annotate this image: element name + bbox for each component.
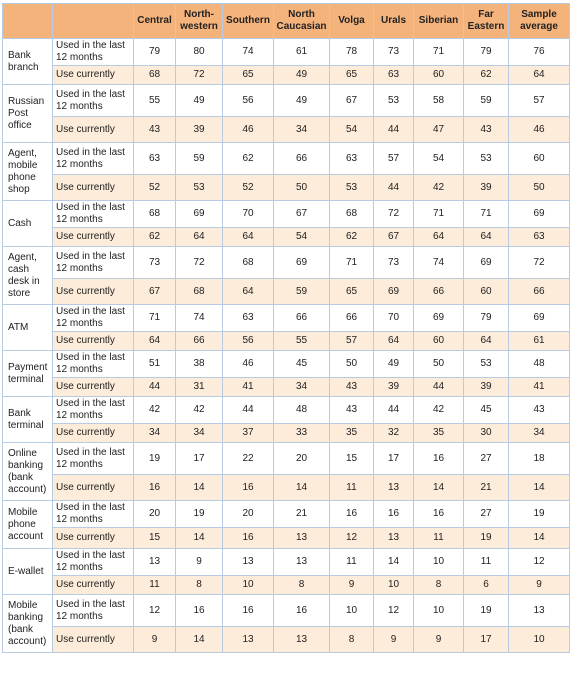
value-cell: 20: [274, 443, 330, 475]
value-cell: 72: [509, 247, 570, 279]
value-cell: 74: [176, 305, 223, 332]
table-row: [3, 595, 570, 627]
table-row: [3, 175, 570, 201]
value-cell: 69: [464, 247, 509, 279]
table-row: [3, 351, 570, 378]
category-label: Cash: [3, 201, 53, 247]
value-cell: 57: [330, 332, 374, 351]
value-cell: 62: [134, 228, 176, 247]
value-cell: 19: [176, 501, 223, 528]
value-cell: 68: [134, 66, 176, 85]
value-cell: 16: [223, 528, 274, 549]
value-cell: 39: [176, 117, 223, 143]
value-cell: 49: [176, 85, 223, 117]
usage-type-last12: Used in the last 12 months: [53, 201, 134, 228]
table-row: [3, 39, 570, 66]
usage-table: [2, 3, 570, 653]
value-cell: 13: [274, 627, 330, 653]
value-cell: 62: [223, 143, 274, 175]
value-cell: 9: [509, 576, 570, 595]
usage-type-current: Use currently: [53, 627, 134, 653]
table-row: [3, 201, 570, 228]
value-cell: 32: [374, 424, 414, 443]
header-sample-average: Sample average: [509, 4, 570, 39]
value-cell: 13: [274, 549, 330, 576]
value-cell: 50: [509, 175, 570, 201]
value-cell: 55: [274, 332, 330, 351]
value-cell: 57: [509, 85, 570, 117]
value-cell: 67: [330, 85, 374, 117]
usage-type-last12: Used in the last 12 months: [53, 549, 134, 576]
value-cell: 56: [223, 332, 274, 351]
usage-type-current: Use currently: [53, 475, 134, 501]
value-cell: 67: [134, 279, 176, 305]
value-cell: 10: [223, 576, 274, 595]
table-row: [3, 576, 570, 595]
value-cell: 30: [464, 424, 509, 443]
value-cell: 17: [464, 627, 509, 653]
value-cell: 43: [509, 397, 570, 424]
value-cell: 42: [414, 175, 464, 201]
value-cell: 63: [134, 143, 176, 175]
value-cell: 53: [374, 85, 414, 117]
table-row: [3, 143, 570, 175]
value-cell: 68: [134, 201, 176, 228]
value-cell: 44: [223, 397, 274, 424]
value-cell: 9: [414, 627, 464, 653]
usage-type-last12: Used in the last 12 months: [53, 501, 134, 528]
value-cell: 13: [374, 528, 414, 549]
value-cell: 64: [464, 332, 509, 351]
usage-type-current: Use currently: [53, 576, 134, 595]
value-cell: 10: [509, 627, 570, 653]
value-cell: 16: [330, 501, 374, 528]
value-cell: 13: [374, 475, 414, 501]
value-cell: 42: [176, 397, 223, 424]
category-label: Online banking (bank account): [3, 443, 53, 501]
value-cell: 20: [223, 501, 274, 528]
value-cell: 63: [223, 305, 274, 332]
value-cell: 66: [274, 305, 330, 332]
usage-type-current: Use currently: [53, 528, 134, 549]
category-label: Mobile phone account: [3, 501, 53, 549]
usage-type-last12: Used in the last 12 months: [53, 39, 134, 66]
header-central: Central: [134, 4, 176, 39]
value-cell: 6: [464, 576, 509, 595]
value-cell: 66: [414, 279, 464, 305]
value-cell: 46: [223, 117, 274, 143]
value-cell: 71: [134, 305, 176, 332]
value-cell: 44: [374, 117, 414, 143]
category-label: Mobile banking (bank account): [3, 595, 53, 653]
usage-type-last12: Used in the last 12 months: [53, 397, 134, 424]
value-cell: 34: [274, 117, 330, 143]
table-row: [3, 378, 570, 397]
value-cell: 60: [509, 143, 570, 175]
value-cell: 61: [509, 332, 570, 351]
value-cell: 34: [134, 424, 176, 443]
table-row: [3, 279, 570, 305]
value-cell: 69: [374, 279, 414, 305]
category-label: Bank branch: [3, 39, 53, 85]
value-cell: 31: [176, 378, 223, 397]
value-cell: 44: [134, 378, 176, 397]
value-cell: 56: [223, 85, 274, 117]
value-cell: 68: [223, 247, 274, 279]
value-cell: 42: [134, 397, 176, 424]
value-cell: 45: [274, 351, 330, 378]
category-label: Payment terminal: [3, 351, 53, 397]
value-cell: 8: [414, 576, 464, 595]
value-cell: 43: [134, 117, 176, 143]
value-cell: 15: [134, 528, 176, 549]
value-cell: 33: [274, 424, 330, 443]
value-cell: 19: [464, 595, 509, 627]
value-cell: 9: [374, 627, 414, 653]
value-cell: 11: [330, 549, 374, 576]
value-cell: 12: [134, 595, 176, 627]
table-row: [3, 117, 570, 143]
value-cell: 13: [223, 627, 274, 653]
value-cell: 34: [509, 424, 570, 443]
value-cell: 48: [509, 351, 570, 378]
value-cell: 16: [134, 475, 176, 501]
value-cell: 41: [223, 378, 274, 397]
value-cell: 38: [176, 351, 223, 378]
usage-type-current: Use currently: [53, 66, 134, 85]
value-cell: 64: [223, 279, 274, 305]
value-cell: 13: [509, 595, 570, 627]
value-cell: 14: [176, 475, 223, 501]
value-cell: 72: [176, 66, 223, 85]
value-cell: 14: [414, 475, 464, 501]
value-cell: 54: [274, 228, 330, 247]
value-cell: 64: [374, 332, 414, 351]
usage-type-last12: Used in the last 12 months: [53, 85, 134, 117]
value-cell: 80: [176, 39, 223, 66]
value-cell: 63: [330, 143, 374, 175]
value-cell: 68: [330, 201, 374, 228]
value-cell: 62: [330, 228, 374, 247]
value-cell: 19: [509, 501, 570, 528]
value-cell: 60: [414, 66, 464, 85]
value-cell: 42: [414, 397, 464, 424]
value-cell: 68: [176, 279, 223, 305]
header-north-caucasian: North Caucasian: [274, 4, 330, 39]
value-cell: 71: [464, 201, 509, 228]
value-cell: 59: [274, 279, 330, 305]
value-cell: 55: [134, 85, 176, 117]
value-cell: 64: [464, 228, 509, 247]
category-label: ATM: [3, 305, 53, 351]
value-cell: 53: [330, 175, 374, 201]
value-cell: 70: [374, 305, 414, 332]
value-cell: 64: [509, 66, 570, 85]
value-cell: 49: [274, 85, 330, 117]
category-label: Agent, mobile phone shop: [3, 143, 53, 201]
usage-type-current: Use currently: [53, 228, 134, 247]
value-cell: 8: [330, 627, 374, 653]
value-cell: 16: [374, 501, 414, 528]
usage-type-current: Use currently: [53, 117, 134, 143]
value-cell: 14: [509, 475, 570, 501]
value-cell: 17: [374, 443, 414, 475]
value-cell: 11: [414, 528, 464, 549]
value-cell: 10: [414, 595, 464, 627]
value-cell: 52: [223, 175, 274, 201]
table-row: [3, 424, 570, 443]
value-cell: 65: [223, 66, 274, 85]
table-body: [3, 39, 570, 653]
value-cell: 73: [134, 247, 176, 279]
value-cell: 62: [464, 66, 509, 85]
value-cell: 16: [414, 443, 464, 475]
value-cell: 53: [176, 175, 223, 201]
value-cell: 10: [374, 576, 414, 595]
value-cell: 8: [176, 576, 223, 595]
value-cell: 58: [414, 85, 464, 117]
value-cell: 49: [374, 351, 414, 378]
value-cell: 13: [223, 549, 274, 576]
usage-type-current: Use currently: [53, 175, 134, 201]
usage-type-last12: Used in the last 12 months: [53, 305, 134, 332]
value-cell: 73: [374, 39, 414, 66]
value-cell: 50: [414, 351, 464, 378]
table-row: [3, 501, 570, 528]
value-cell: 19: [134, 443, 176, 475]
value-cell: 43: [464, 117, 509, 143]
value-cell: 39: [464, 175, 509, 201]
value-cell: 59: [176, 143, 223, 175]
value-cell: 13: [134, 549, 176, 576]
value-cell: 74: [414, 247, 464, 279]
value-cell: 72: [374, 201, 414, 228]
usage-type-last12: Used in the last 12 months: [53, 143, 134, 175]
value-cell: 11: [134, 576, 176, 595]
value-cell: 43: [330, 378, 374, 397]
value-cell: 27: [464, 443, 509, 475]
value-cell: 16: [223, 475, 274, 501]
value-cell: 41: [509, 378, 570, 397]
value-cell: 76: [509, 39, 570, 66]
value-cell: 53: [464, 143, 509, 175]
table-row: [3, 305, 570, 332]
value-cell: 12: [330, 528, 374, 549]
table-row: [3, 627, 570, 653]
value-cell: 66: [274, 143, 330, 175]
header-southern: Southern: [223, 4, 274, 39]
value-cell: 54: [330, 117, 374, 143]
value-cell: 64: [176, 228, 223, 247]
value-cell: 64: [223, 228, 274, 247]
value-cell: 60: [464, 279, 509, 305]
value-cell: 12: [374, 595, 414, 627]
value-cell: 35: [330, 424, 374, 443]
value-cell: 67: [274, 201, 330, 228]
value-cell: 17: [176, 443, 223, 475]
usage-type-current: Use currently: [53, 332, 134, 351]
value-cell: 65: [330, 66, 374, 85]
value-cell: 14: [176, 528, 223, 549]
usage-type-last12: Used in the last 12 months: [53, 595, 134, 627]
value-cell: 66: [176, 332, 223, 351]
value-cell: 11: [464, 549, 509, 576]
value-cell: 52: [134, 175, 176, 201]
value-cell: 50: [274, 175, 330, 201]
value-cell: 10: [414, 549, 464, 576]
value-cell: 20: [134, 501, 176, 528]
value-cell: 34: [274, 378, 330, 397]
value-cell: 59: [464, 85, 509, 117]
table-row: [3, 85, 570, 117]
usage-type-last12: Used in the last 12 months: [53, 443, 134, 475]
value-cell: 61: [274, 39, 330, 66]
category-label: E-wallet: [3, 549, 53, 595]
value-cell: 15: [330, 443, 374, 475]
table-row: [3, 332, 570, 351]
value-cell: 16: [176, 595, 223, 627]
usage-type-current: Use currently: [53, 279, 134, 305]
usage-type-last12: Used in the last 12 months: [53, 247, 134, 279]
header-far-eastern: Far Eastern: [464, 4, 509, 39]
table-row: [3, 528, 570, 549]
category-label: Bank terminal: [3, 397, 53, 443]
value-cell: 44: [374, 175, 414, 201]
value-cell: 65: [330, 279, 374, 305]
value-cell: 19: [464, 528, 509, 549]
value-cell: 53: [464, 351, 509, 378]
category-label: Agent, cash desk in store: [3, 247, 53, 305]
value-cell: 66: [509, 279, 570, 305]
header-blank: [3, 4, 53, 39]
value-cell: 34: [176, 424, 223, 443]
value-cell: 64: [414, 228, 464, 247]
value-cell: 46: [223, 351, 274, 378]
value-cell: 10: [330, 595, 374, 627]
category-label: Russian Post office: [3, 85, 53, 143]
value-cell: 66: [330, 305, 374, 332]
header-north-western: North- western: [176, 4, 223, 39]
value-cell: 47: [414, 117, 464, 143]
value-cell: 37: [223, 424, 274, 443]
table-row: [3, 443, 570, 475]
value-cell: 69: [509, 305, 570, 332]
value-cell: 9: [330, 576, 374, 595]
value-cell: 27: [464, 501, 509, 528]
header-urals: Urals: [374, 4, 414, 39]
value-cell: 79: [464, 39, 509, 66]
value-cell: 79: [134, 39, 176, 66]
value-cell: 9: [134, 627, 176, 653]
value-cell: 63: [374, 66, 414, 85]
table-row: [3, 397, 570, 424]
value-cell: 22: [223, 443, 274, 475]
value-cell: 71: [414, 201, 464, 228]
header-row: [3, 4, 570, 39]
value-cell: 78: [330, 39, 374, 66]
value-cell: 69: [414, 305, 464, 332]
value-cell: 71: [414, 39, 464, 66]
value-cell: 16: [414, 501, 464, 528]
value-cell: 14: [509, 528, 570, 549]
value-cell: 50: [330, 351, 374, 378]
value-cell: 21: [274, 501, 330, 528]
value-cell: 74: [223, 39, 274, 66]
value-cell: 13: [274, 528, 330, 549]
value-cell: 46: [509, 117, 570, 143]
value-cell: 12: [509, 549, 570, 576]
value-cell: 43: [330, 397, 374, 424]
table-row: [3, 66, 570, 85]
header-volga: Volga: [330, 4, 374, 39]
value-cell: 73: [374, 247, 414, 279]
value-cell: 69: [274, 247, 330, 279]
table-row: [3, 475, 570, 501]
usage-type-last12: Used in the last 12 months: [53, 351, 134, 378]
value-cell: 39: [374, 378, 414, 397]
value-cell: 69: [176, 201, 223, 228]
table-row: [3, 228, 570, 247]
value-cell: 70: [223, 201, 274, 228]
value-cell: 57: [374, 143, 414, 175]
value-cell: 35: [414, 424, 464, 443]
value-cell: 16: [223, 595, 274, 627]
table-row: [3, 549, 570, 576]
value-cell: 44: [414, 378, 464, 397]
value-cell: 54: [414, 143, 464, 175]
value-cell: 39: [464, 378, 509, 397]
usage-type-current: Use currently: [53, 424, 134, 443]
usage-type-current: Use currently: [53, 378, 134, 397]
value-cell: 14: [374, 549, 414, 576]
value-cell: 14: [176, 627, 223, 653]
value-cell: 71: [330, 247, 374, 279]
value-cell: 18: [509, 443, 570, 475]
value-cell: 8: [274, 576, 330, 595]
value-cell: 69: [509, 201, 570, 228]
table-row: [3, 247, 570, 279]
value-cell: 64: [134, 332, 176, 351]
value-cell: 16: [274, 595, 330, 627]
value-cell: 11: [330, 475, 374, 501]
value-cell: 67: [374, 228, 414, 247]
value-cell: 49: [274, 66, 330, 85]
value-cell: 44: [374, 397, 414, 424]
value-cell: 51: [134, 351, 176, 378]
value-cell: 72: [176, 247, 223, 279]
value-cell: 79: [464, 305, 509, 332]
value-cell: 45: [464, 397, 509, 424]
value-cell: 60: [414, 332, 464, 351]
header-blank: [53, 4, 134, 39]
value-cell: 14: [274, 475, 330, 501]
value-cell: 63: [509, 228, 570, 247]
value-cell: 9: [176, 549, 223, 576]
header-siberian: Siberian: [414, 4, 464, 39]
value-cell: 21: [464, 475, 509, 501]
value-cell: 48: [274, 397, 330, 424]
